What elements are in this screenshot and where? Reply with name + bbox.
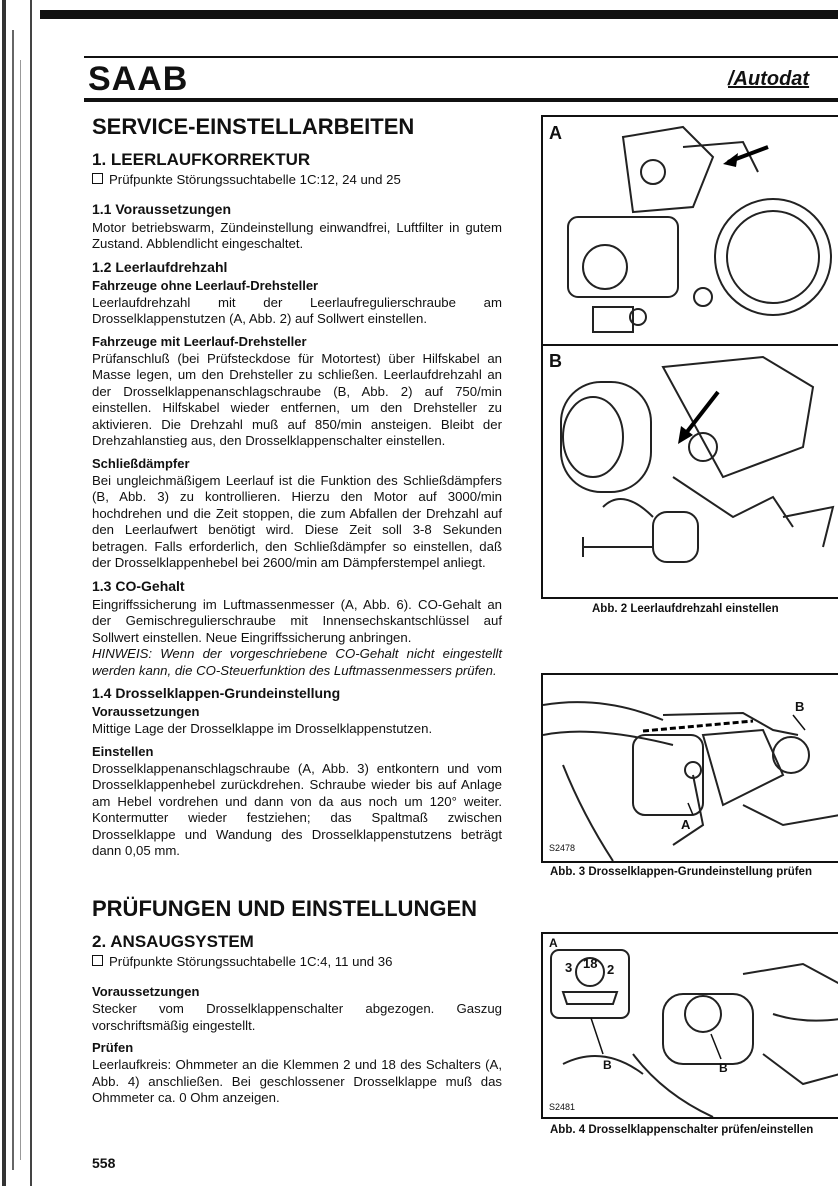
figure-3-caption: Abb. 3 Drosselklappen-Grundeinstellung prüfen	[550, 866, 812, 878]
para-einstellen: Drosselklappenanschlagschraube (A, Abb. 3) entkontern und vom Drosselklappenhebel zurückdrehen. Schraube wieder bis auf Anlage am Hebel vordrehen und dann von da aus noch um 120° weiter. Kontermutter wieder festziehen; das Spaltmaß zwischen Drosselklappe und Wandung des Drosselklappenstutzens beträgt dann 0,05 mm.	[92, 760, 502, 858]
figure-2-caption: Abb. 2 Leerlaufdrehzahl einstellen	[592, 603, 779, 615]
subheading-ohne-drehsteller: Fahrzeuge ohne Leerlauf-Drehsteller	[92, 277, 319, 293]
heading-ansaugsystem: 2. ANSAUGSYSTEM	[92, 931, 254, 951]
para-mit-drehsteller: Prüfanschluß (bei Prüfsteckdose für Motortest) über Hilfskabel an Masse legen, um den Drehsteller zu schließen. Leerlaufdrehzahl an der Drosselklappenanschlagschraube (B, Abb. 2) auf 750/min einstellen. Hilfskabel wieder entfernen, um den Drehsteller zu aktivieren. Die Drehzahl muß auf 850/min ansteigen. Bleibt der Drehzahlanstieg aus, den Drosselklappenschalter einstellen.	[92, 350, 502, 448]
figure-4-term-3: 3	[565, 960, 573, 975]
para-voraussetzungen: Mittige Lage der Drosselklappe im Drosselklappenstutzen.	[92, 721, 433, 736]
checkpoint-line: Prüfpunkte Störungssuchtabelle 1C:12, 24 und 25	[92, 172, 502, 189]
figure-4-code: S2481	[549, 1102, 576, 1112]
figure-4-caption: Abb. 4 Drosselklappenschalter prüfen/einstellen	[550, 1124, 814, 1136]
heading-1-1: 1.1 Voraussetzungen	[92, 200, 232, 217]
figure-3-code: S2478	[549, 843, 576, 853]
note-co-gehalt: HINWEIS: Wenn der vorgeschriebene CO-Gehalt nicht eingestellt werden kann, die CO-Steuerfunktion des Luftmassenmessers prüfen.	[92, 646, 502, 678]
figure-4-label-b-left: B	[603, 1058, 612, 1072]
figure-3-image	[541, 673, 838, 863]
subheading-pruefen: Prüfen	[92, 1040, 134, 1055]
subheading-schliessdaempfer: Schließdämpfer	[92, 455, 190, 471]
book-spine	[0, 0, 42, 1186]
figure-4-label-a: A	[549, 936, 558, 950]
text-column	[92, 108, 502, 1107]
header-rule-top	[84, 56, 838, 58]
page-number: 558	[92, 1155, 116, 1171]
para-1-1: Motor betriebswarm, Zündeinstellung einwandfrei, Luftfilter in gutem Zustand. Abblendlicht eingeschaltet.	[92, 219, 502, 251]
figure-3-label-a: A	[681, 817, 691, 832]
checkpoint-line-2: Prüfpunkte Störungssuchtabelle 1C:4, 11 und 36	[92, 954, 502, 971]
figure-2-label-a: A	[549, 123, 562, 143]
checkbox-icon	[92, 955, 103, 966]
heading-1-4: 1.4 Drosselklappen-Grundeinstellung	[92, 685, 341, 701]
heading-1-2: 1.2 Leerlaufdrehzahl	[92, 258, 228, 275]
para-schliessdaempfer: Bei ungleichmäßigem Leerlauf ist die Funktion des Schließdämpfers (B, Abb. 3) zu kontrollieren. Hierzu den Motor auf 3000/min hochdrehen und die Zeit stoppen, die zum Abfallen der Drehzahl auf den Leerlaufwert benötigt wird. Diese Zeit soll 3-8 Sekunden betragen. Falls erforderlich, den Schließdämpfer so einstellen, daß der Drosselklappenhebel bei 2600/min am Dämpferstempel anliegt.	[92, 472, 502, 570]
subheading-mit-drehsteller: Fahrzeuge mit Leerlauf-Drehsteller	[92, 333, 307, 349]
figure-2-label-b: B	[549, 351, 562, 371]
checkbox-icon	[92, 173, 103, 184]
figure-4-term-18: 18	[583, 956, 598, 971]
section-title-service: SERVICE-EINSTELLARBEITEN	[92, 114, 415, 139]
publisher-logo: /Autodat	[728, 68, 810, 90]
top-bar	[40, 10, 838, 19]
heading-1-3: 1.3 CO-Gehalt	[92, 577, 185, 594]
para-voraussetzungen-2: Stecker vom Drosselklappenschalter abgezogen. Gaszug vorschriftsmäßig eingestellt.	[92, 1001, 502, 1033]
subheading-voraussetzungen: Voraussetzungen	[92, 704, 200, 719]
para-co-gehalt: Eingriffssicherung im Luftmassenmesser (A, Abb. 6). CO-Gehalt an der Gemischregulierschraube mit Innensechskantschlüssel auf Sollwert einstellen. Neue Eingriffssicherung anbringen.	[92, 596, 502, 645]
heading-leerlaufkorrektur: 1. LEERLAUFKORREKTUR	[92, 150, 311, 169]
para-pruefen: Leerlaufkreis: Ohmmeter an die Klemmen 2 und 18 des Schalters (A, Abb. 4) anschließen. Bei geschlossener Drosselklappe muß das Ohmmeter ca. 0 Ohm anzeigen.	[92, 1057, 502, 1105]
header-rule-bottom	[84, 98, 838, 102]
subheading-einstellen: Einstellen	[92, 743, 154, 759]
figure-4-label-b-right: B	[719, 1061, 728, 1075]
brand-title: SAAB	[88, 60, 189, 98]
figure-4-term-2: 2	[607, 962, 615, 977]
figure-2-image	[541, 115, 838, 599]
section-title-pruefungen: PRÜFUNGEN UND EINSTELLUNGEN	[92, 895, 478, 921]
figure-3-label-b: B	[795, 699, 805, 714]
subheading-voraussetzungen-2: Voraussetzungen	[92, 984, 200, 999]
para-ohne-drehsteller: Leerlaufdrehzahl mit der Leerlaufregulierschraube am Drosselklappenstutzen (A, Abb. 2) auf Sollwert einstellen.	[92, 294, 502, 326]
figure-4-image	[541, 932, 838, 1119]
